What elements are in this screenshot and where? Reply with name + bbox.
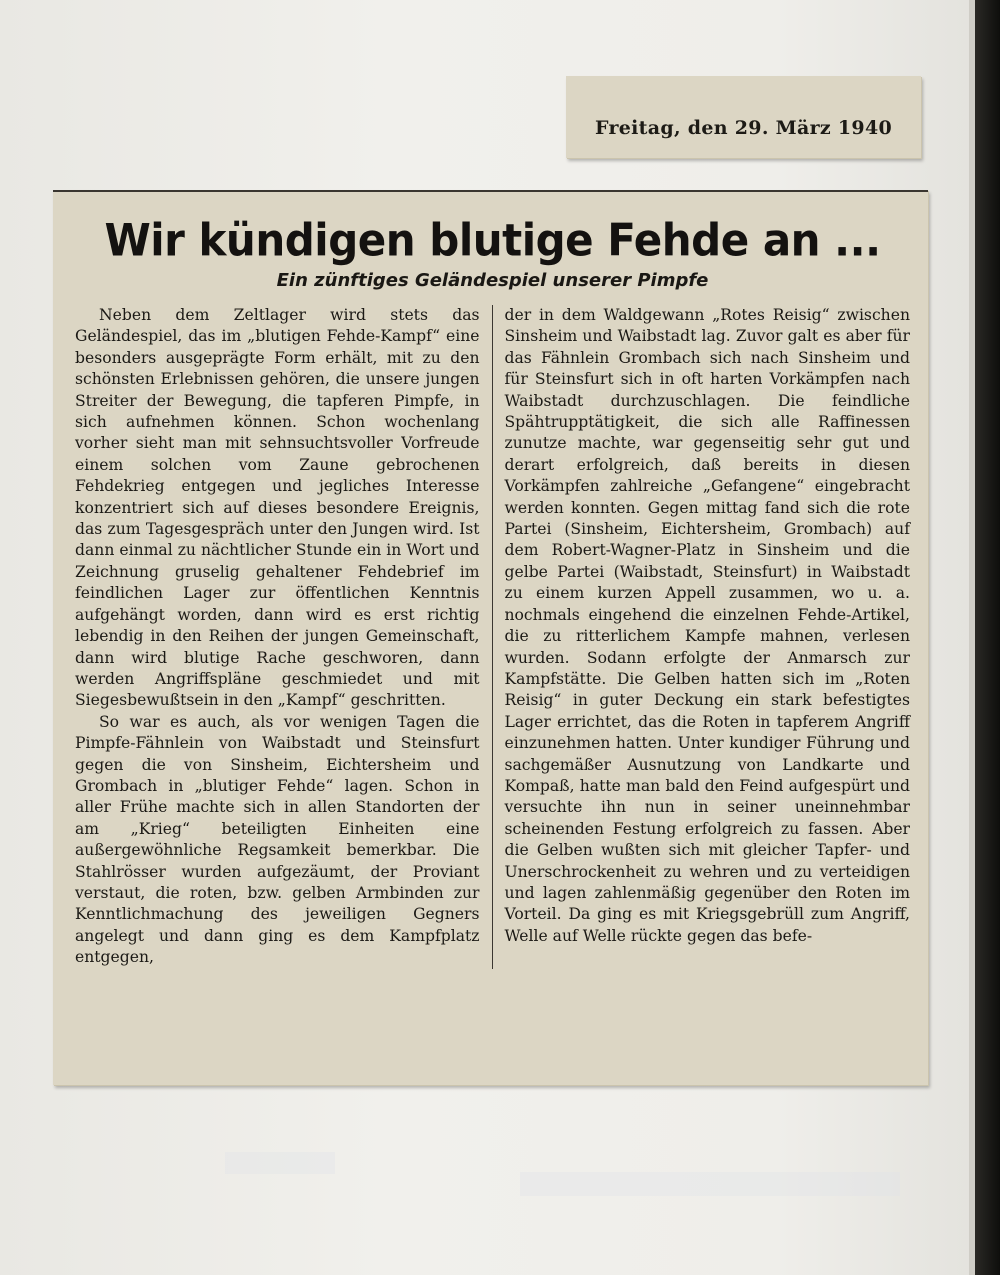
paragraph: Neben dem Zeltlager wird stets das Geländespiel, das im „blutigen Fehde-Kampf“ eine besonders ausgeprägte Form erhält, mit zu den schönsten Erlebnissen gehören, die unsere jungen Streiter der Bewegung, die tapferen Pimpfe, in sich aufnehmen können. Schon wochenlang vorher sieht man mit sehnsuchtsvoller Vorfreude einem solchen vom Zaune gebrochenen Fehdekrieg entgegen und jegliches Interesse konzentriert sich auf dieses besondere Ereignis, das zum Tagesgespräch unter den Jungen wird. Ist dann einmal zu nächtlicher Stunde ein in Wort und Zeichnung gruselig gehaltener Fehdebrief im feindlichen Lager zur öffentlichen Kenntnis aufgehängt worden, dann wird es erst richtig lebendig in den Reihen der jungen Gemeinschaft, dann wird blutige Rache geschworen, dann werden Angriffspläne geschmiedet und mit Siegesbewußtsein in den „Kampf“ geschritten. [75, 306, 480, 710]
article-clipping [53, 190, 928, 1085]
clipping-date: Freitag, den 29. März 1940 [595, 117, 892, 139]
article-headline: Wir kündigen blutige Fehde an ... [104, 214, 881, 267]
article-subheadline: Ein zünftiges Geländespiel unserer Pimpfe [276, 270, 709, 291]
show-through-mark-left [225, 1152, 335, 1174]
paragraph: der in dem Waldgewann „Rotes Reisig“ zwischen Sinsheim und Waibstadt lag. Zuvor galt es aber für das Fähnlein Grombach sich nach Sinsheim und für Steinsfurt sich in oft harten Vorkämpfen nach Waibstadt durchzuschlagen. Die feindliche Spähtrupptätigkeit, die sich alle Raffinessen zunutze machte, war gegenseitig sehr gut und derart erfolgreich, daß bereits in diesen Vorkämpfen zahlreiche „Gefangene“ eingebracht werden konnten. Gegen mittag fand sich die rote Partei (Sinsheim, Eichtersheim, Grombach) auf dem Robert-Wagner-Platz in Sinsheim und die gelbe Partei (Waibstadt, Steinsfurt) in Waibstadt zu einem kurzen Appell zusammen, wo u. a. nochmals eingehend die einzelnen Fehde-Artikel, die zu ritterlichem Kampfe mahnen, verlesen wurden. Sodann erfolgte der Anmarsch zur Kampfstätte. Die Gelben hatten sich im „Roten Reisig“ in guter Deckung ein stark befestigtes Lager errichtet, das die Roten in tapferem Angriff einzunehmen hatten. Unter kundiger Führung und sachgemäßer Ausnutzung von Landkarte und Kompaß, hatte man bald den Feind aufgespürt und versuchte ihn nun in seiner uneinnehmbar scheinenden Festung erfolgreich zu fassen. Aber die Gelben wußten sich mit gleicher Tapfer- und Unerschrockenheit zu wehren und zu verteidigen und lagen zahlenmäßig gegenüber den Roten im Vorteil. Da ging es mit Kriegsgebrüll zum Angriff, Welle auf Welle rückte gegen das befe- [504, 306, 910, 945]
date-clipping [566, 76, 921, 158]
left-column [75, 305, 493, 969]
article-columns [75, 305, 910, 969]
paragraph: So war es auch, als vor wenigen Tagen die Pimpfe-Fähnlein von Waibstadt und Steinsfurt gegen die von Sinsheim, Eichtersheim und Grombach in „blutiger Fehde“ lagen. Schon in aller Frühe machte sich in allen Standorten der am „Krieg“ beteiligten Einheiten eine außergewöhnliche Regsamkeit bemerkbar. Die Stahlrösser wurden aufgezäumt, der Proviant verstaut, die roten, bzw. gelben Armbinden zur Kenntlichmachung des jeweiligen Gegners angelegt und dann ging es dem Kampfplatz entgegen, [75, 712, 480, 967]
right-column [493, 305, 911, 969]
page-edge [975, 0, 1000, 1275]
show-through-mark-right [520, 1172, 900, 1196]
